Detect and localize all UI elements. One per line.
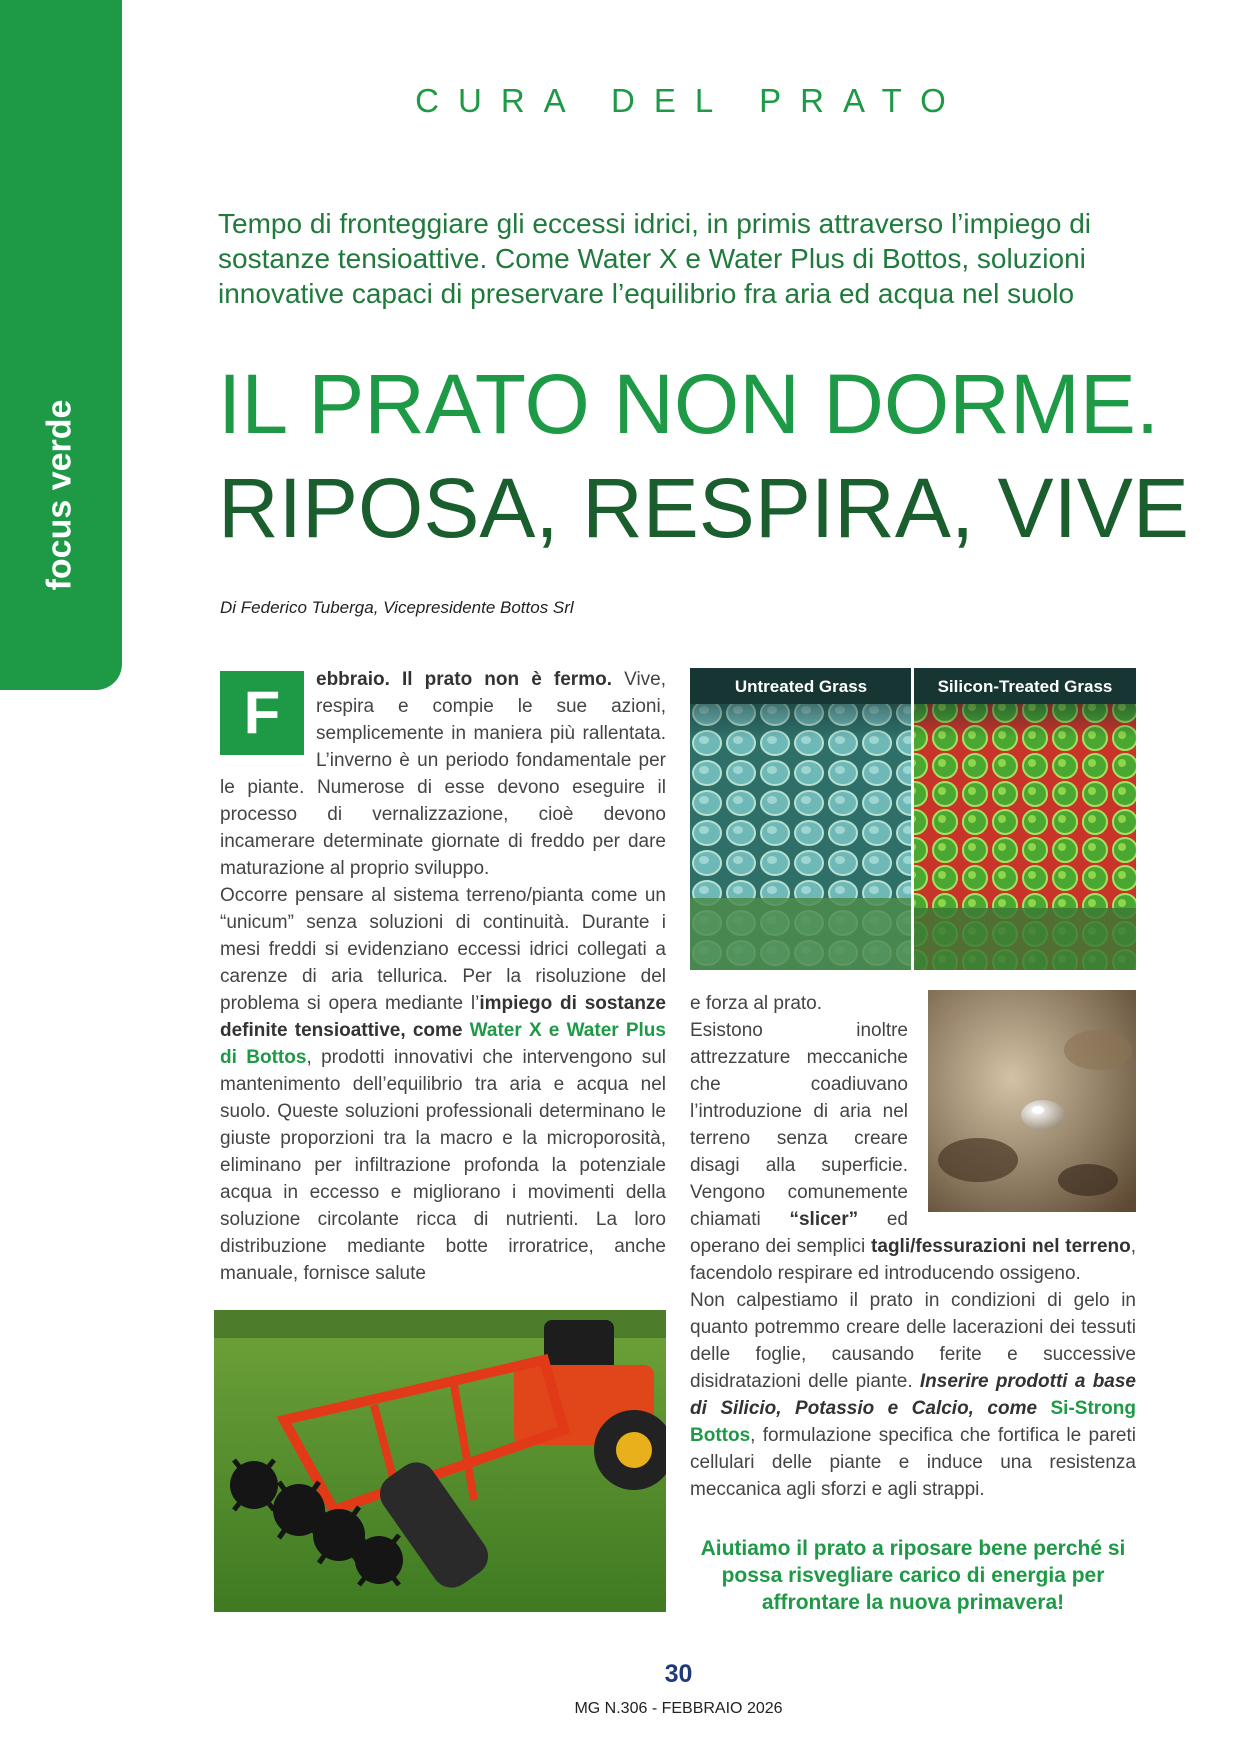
- right-paragraph-3: [690, 1287, 1136, 1503]
- byline: Di Federico Tuberga, Vicepresidente Bottos Srl: [220, 598, 574, 617]
- right-paragraph-2-text-b: ed operano dei semplici: [690, 1209, 908, 1257]
- right-paragraph-2-text-c: , facendolo respirare ed introducendo ossigeno.: [690, 1236, 1136, 1284]
- paragraph-2-text-a: Occorre pensare al sistema terreno/pianta come un “unicum” senza soluzioni di continuità. Durante i mesi freddi si evidenziano eccessi idrici collegati a carenze di aria tellurica. Per la risoluzione del problema si opera mediante l’: [220, 885, 666, 1014]
- drop-cap: F: [220, 671, 304, 755]
- product-water-x: Water X e Water Plus di Bottos: [220, 1020, 666, 1068]
- paragraph-2: [220, 882, 666, 1287]
- right-paragraph-2-text-a: Esistono inoltre attrezzature meccaniche che coadiuvano l’introduzione di aria nel terreno senza creare disagi alla superficie. Vengono comunemente chiamati: [690, 1020, 908, 1230]
- article-subtitle: Tempo di fronteggiare gli eccessi idrici, in primis attraverso l’impiego di sostanze tensioattive. Come Water X e Water Plus di Bottos, soluzioni innovative capaci di preservare l’equilibrio fra aria ed acqua nel suolo: [218, 208, 1092, 309]
- slicer-term: “slicer”: [789, 1209, 859, 1230]
- right-paragraph-3-text-a: Non calpestiamo il prato in condizioni di gelo in quanto potremmo creare delle lacerazioni dei tessuti delle foglie, causando ferite e successive disidratazioni delle piante.: [690, 1290, 1136, 1392]
- paragraph-2-text-c: , prodotti innovativi che intervengono sul mantenimento dell’equilibrio tra aria e acqua nel suolo. Queste soluzioni professionali determinano le giuste proporzioni tra la macro e la microporosità, eliminano per infiltrazione profonda la potenziale acqua in eccesso e migliorano i movimenti della soluzione circolante ricca di nutrienti. La loro distribuzione mediante botte irroratrice, anche manuale, fornisce salute: [220, 1047, 666, 1284]
- right-paragraph-3-bold-italic: Inserire prodotti a base di Silicio, Potassio e Calcio, come: [690, 1371, 1136, 1419]
- slicer-machine-photo: [214, 1310, 666, 1612]
- article-headline: [218, 352, 1189, 560]
- right-column: [690, 990, 1136, 1503]
- headline-line-2: RIPOSA, RESPIRA, VIVE: [218, 461, 1189, 555]
- slicer-cuts: tagli/fessurazioni nel terreno: [871, 1236, 1131, 1257]
- right-paragraph-3-text-b: , formulazione specifica che fortifica le pareti cellulari delle piante e induce una resistenza meccanica agli sforzi e agli strappi.: [690, 1425, 1136, 1500]
- issue-footer: MG N.306 - FEBBRAIO 2026: [574, 1700, 783, 1717]
- closing-callout: Aiutiamo il prato a riposare bene perché si possa risvegliare carico di energia per affrontare la nuova primavera!: [700, 1537, 1126, 1614]
- section-tab-label: focus verde: [40, 399, 79, 591]
- section-kicker: CURA DEL PRATO: [415, 82, 965, 119]
- right-paragraph-1: e forza al prato.: [690, 993, 823, 1014]
- label-untreated: Untreated Grass: [734, 677, 868, 696]
- label-treated: Silicon-Treated Grass: [937, 677, 1113, 696]
- page-number: 30: [664, 1660, 693, 1688]
- soil-droplet-photo: [928, 990, 1136, 1212]
- left-column: [220, 666, 666, 1287]
- product-si-strong: Si-Strong Bottos: [690, 1398, 1136, 1446]
- paragraph-1-text: Vive, respira e compie le sue azioni, semplicemente in maniera più rallentata. L’inverno è un periodo fondamentale per le piante. Numerose di esse devono eseguire il processo di vernalizzazione, cioè devono incamerare determinate giornate di freddo per dare maturazione al proprio sviluppo.: [220, 669, 667, 879]
- lead-sentence: ebbraio. Il prato non è fermo.: [316, 669, 612, 690]
- paragraph-2-bold: impiego di sostanze definite tensioattive, come: [220, 993, 666, 1041]
- section-tab: [0, 0, 122, 690]
- water-droplet: [1021, 1100, 1065, 1130]
- headline-line-1: IL PRATO NON DORME.: [218, 357, 1160, 451]
- cell-comparison-photo: [690, 668, 1136, 970]
